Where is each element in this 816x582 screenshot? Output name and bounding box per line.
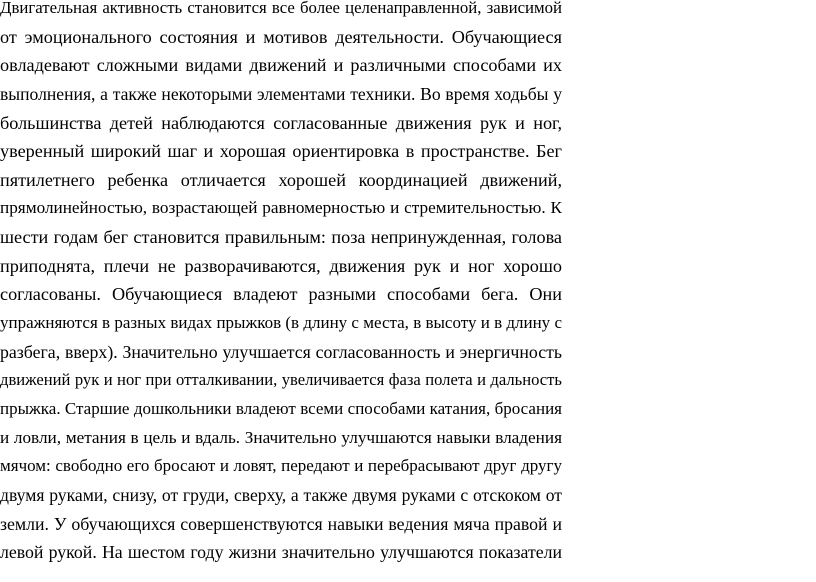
text-line: прямолинейностью, возрастающей равномерностью и стремительностью. К [0, 198, 562, 218]
text-line: движений рук и ног при отталкивании, увеличивается фаза полета и дальность [0, 370, 562, 390]
text-line: согласованы. Обучающиеся владеют разными способами бега. Они [0, 284, 562, 305]
text-line: выполнения, а также некоторыми элементами техники. Во время ходьбы у [0, 83, 562, 104]
text-line: разбега, вверх). Значительно улучшается согласованность и энергичность [0, 341, 562, 362]
text-line: шести годам бег становится правильным: поза непринужденная, голова [0, 227, 562, 248]
text-line: и ловли, метания в цель и вдаль. Значительно улучшаются навыки владения [0, 427, 562, 447]
text-line: пятилетнего ребенка отличается хорошей координацией движений, [0, 169, 562, 190]
text-line: мячом: свободно его бросают и ловят, передают и перебрасывают друг другу [0, 456, 562, 476]
text-line: прыжка. Старшие дошкольники владеют всеми способами катания, бросания [0, 398, 562, 418]
text-line: от эмоционального состояния и мотивов деятельности. Обучающиеся [0, 26, 562, 47]
text-line: упражняются в разных видах прыжков (в длину с места, в высоту и в длину с [0, 313, 562, 333]
text-line: земли. У обучающихся совершенствуются навыки ведения мяча правой и [0, 513, 562, 534]
text-line: двумя руками, снизу, от груди, сверху, а также двумя руками с отскоком от [0, 484, 562, 505]
text-line: овладевают сложными видами движений и различными способами их [0, 55, 562, 76]
text-line: приподнята, плечи не разворачиваются, движения рук и ног хорошо [0, 255, 562, 276]
text-line: Двигательная активность становится все более целенаправленной, зависимой [0, 0, 562, 17]
text-line: левой рукой. На шестом году жизни значительно улучшаются показатели [0, 542, 562, 563]
text-line: уверенный широкий шаг и хорошая ориентировка в пространстве. Бег [0, 141, 562, 162]
text-line: большинства детей наблюдаются согласованные движения рук и ног, [0, 112, 562, 133]
